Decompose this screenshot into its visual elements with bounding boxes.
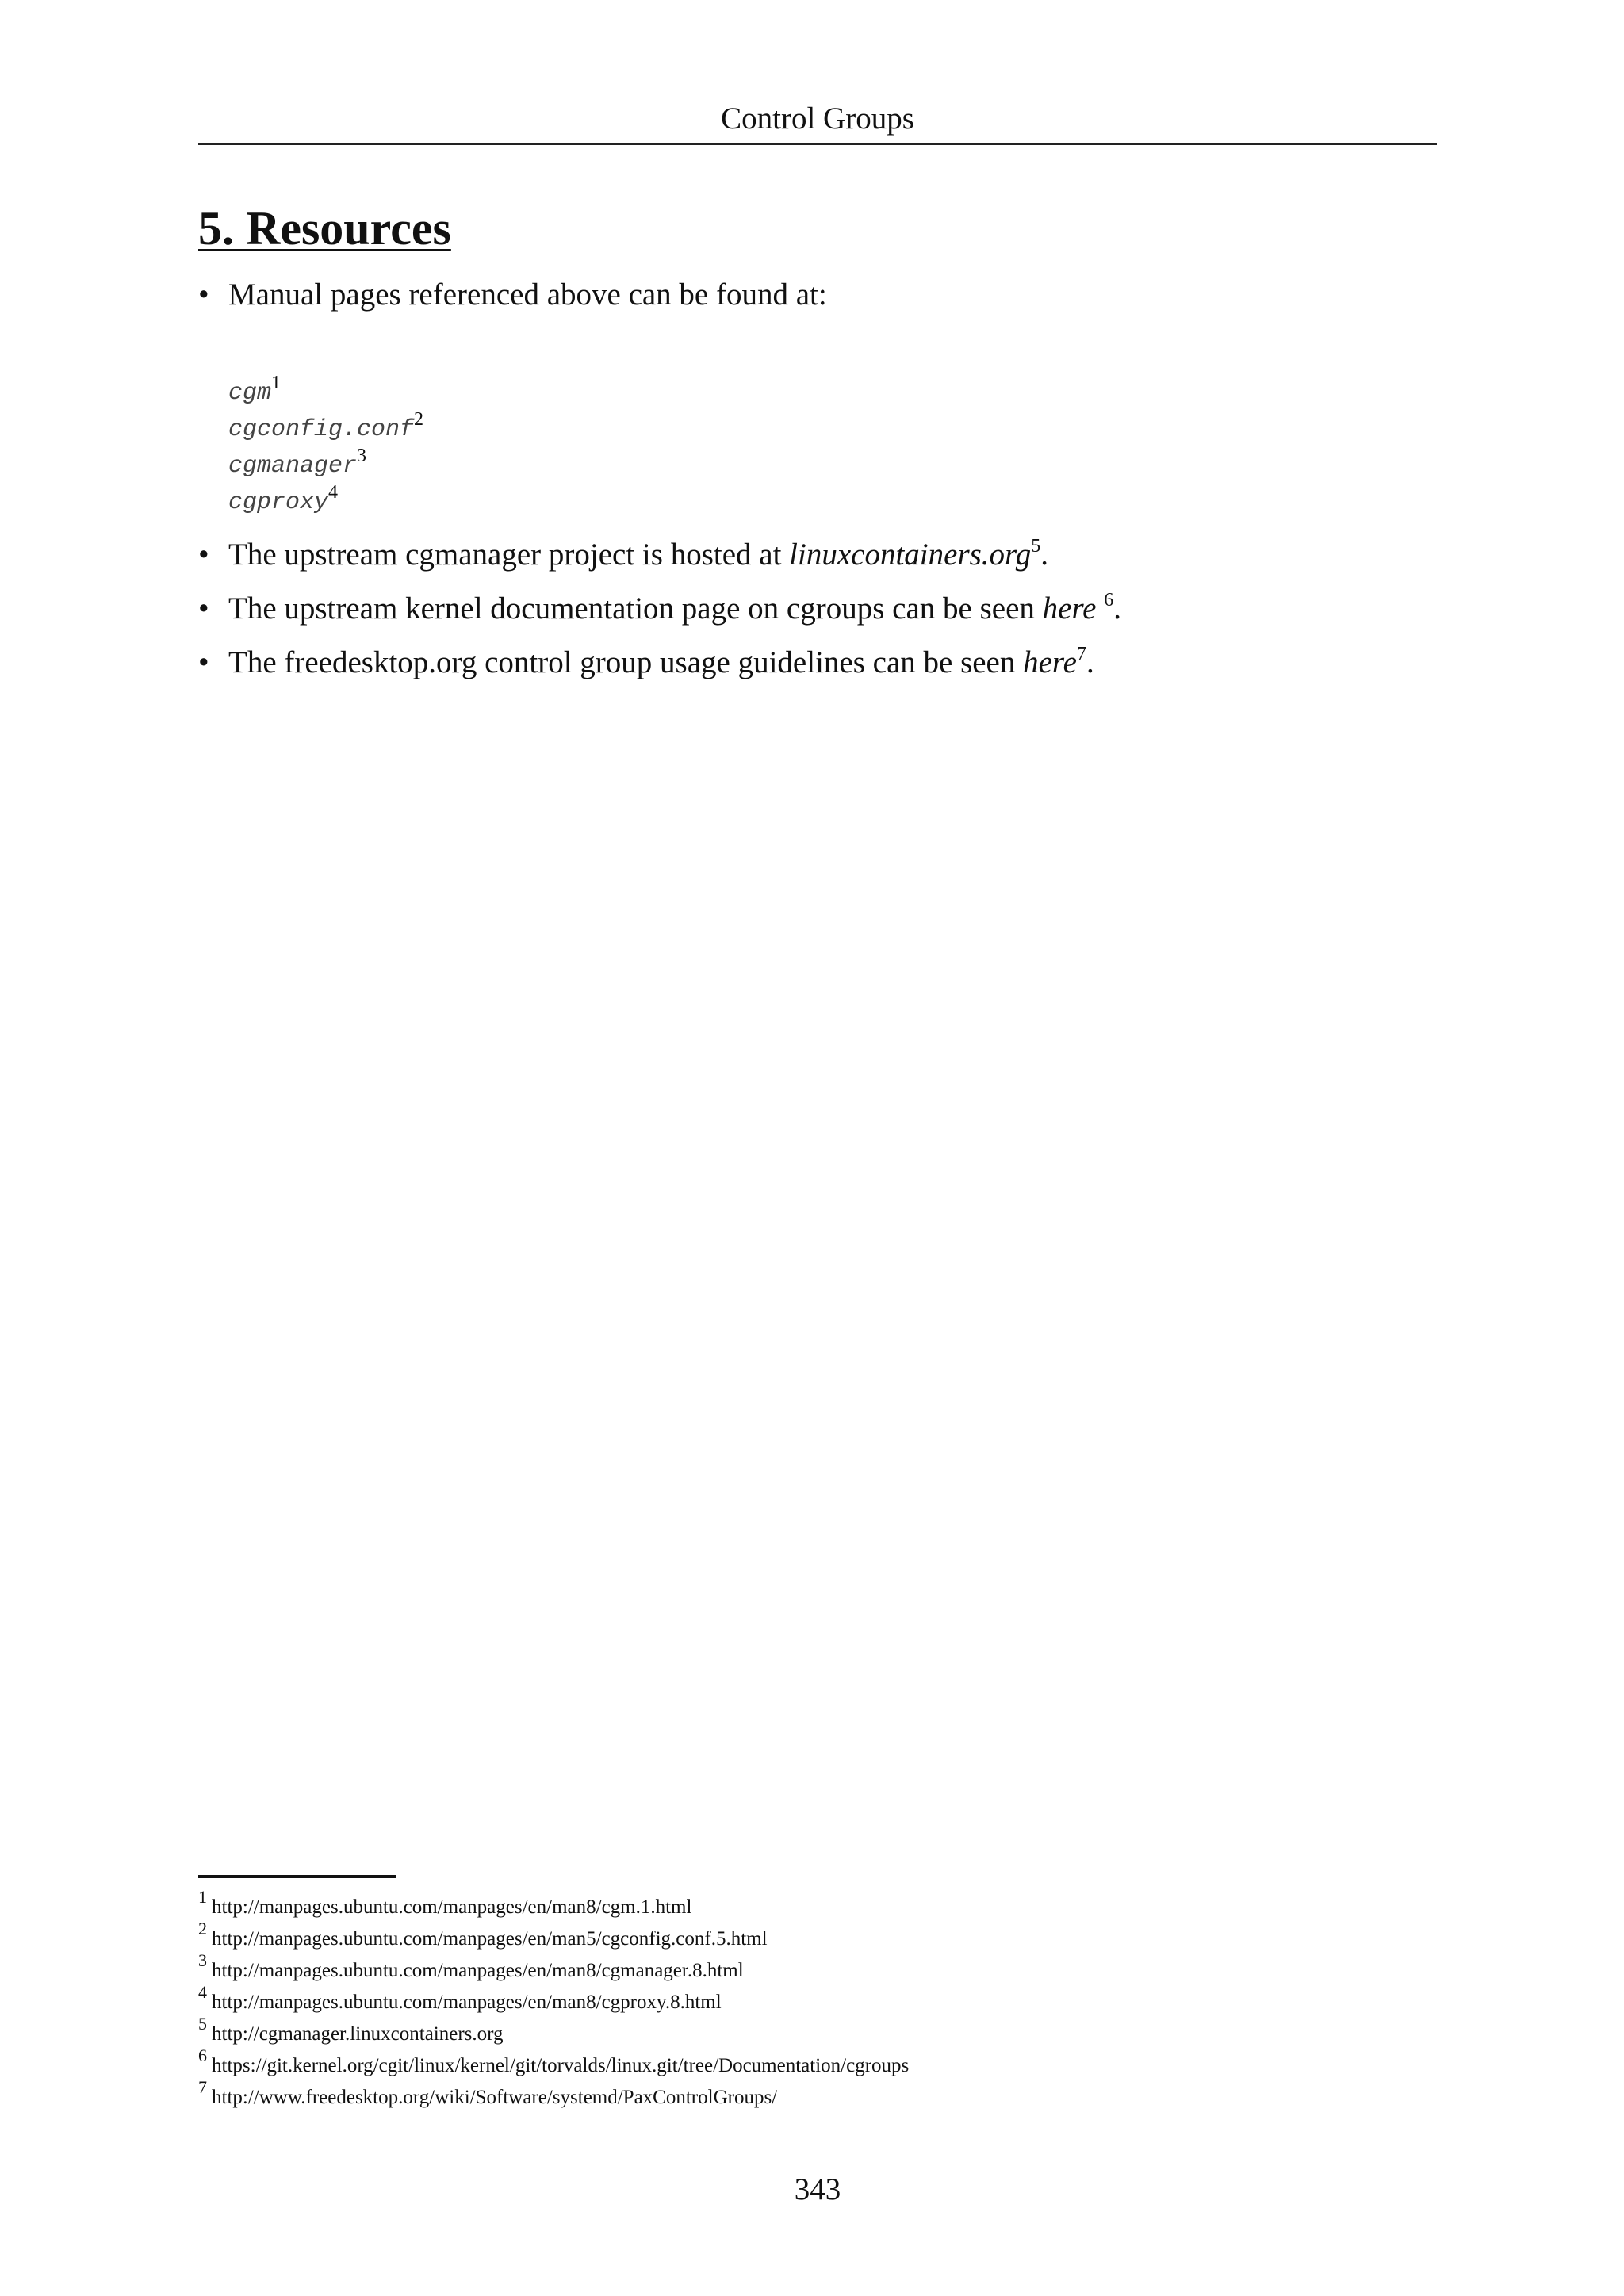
footnote-number: 7 <box>198 2076 207 2097</box>
bullet-upstream-project <box>198 533 1048 577</box>
bullet-kernel-docs <box>198 587 1121 631</box>
footnotes <box>198 1886 910 2114</box>
footnote-url[interactable]: http://manpages.ubuntu.com/manpages/en/man8/cgproxy.8.html <box>212 1992 722 2013</box>
footnote-url[interactable]: http://cgmanager.linuxcontainers.org <box>212 2023 504 2045</box>
footnote-ref: 7 <box>1076 644 1086 664</box>
footnote-number: 4 <box>198 1981 207 2002</box>
footnote-ref: 6 <box>1104 590 1114 610</box>
manpage-name: cgproxy <box>228 489 329 516</box>
footnote-rule <box>198 1875 396 1878</box>
section-title: 5. Resources <box>198 202 451 254</box>
bullet-dot: • <box>198 277 209 312</box>
header-rule <box>198 144 1437 145</box>
footnote-number: 3 <box>198 1950 207 1970</box>
footnote-url[interactable]: http://manpages.ubuntu.com/manpages/en/man8/cgmanager.8.html <box>212 1960 744 1981</box>
link-here-freedesktop[interactable]: here <box>1023 645 1077 679</box>
bullet-text-end: . <box>1086 645 1094 679</box>
footnote-url[interactable]: http://manpages.ubuntu.com/manpages/en/man8/cgm.1.html <box>212 1896 692 1918</box>
footnote-1 <box>198 1886 909 1923</box>
bullet-dot: • <box>198 645 209 679</box>
footnote-7 <box>198 2076 909 2114</box>
footnote-2 <box>198 1918 909 1955</box>
footnote-number: 5 <box>198 2013 207 2034</box>
bullet-text: The freedesktop.org control group usage guidelines can be seen <box>228 645 1024 679</box>
footnote-number: 1 <box>198 1886 207 1907</box>
manpage-list <box>228 375 423 521</box>
footnote-ref: 5 <box>1031 536 1041 557</box>
bullet-freedesktop <box>198 641 1094 685</box>
bullet-text-end: . <box>1040 538 1049 572</box>
bullet-text: Manual pages referenced above can be found at: <box>228 277 827 312</box>
link-linuxcontainers[interactable]: linuxcontainers.org <box>789 538 1032 572</box>
footnote-ref: 1 <box>271 373 282 393</box>
bullet-dot: • <box>198 538 209 572</box>
footnote-3 <box>198 1950 909 1987</box>
bullet-text-end: . <box>1113 591 1121 626</box>
footnote-url[interactable]: https://git.kernel.org/cgit/linux/kernel/git/torvalds/linux.git/tree/Documentation/cgroups <box>212 2055 910 2076</box>
footnote-url[interactable]: http://www.freedesktop.org/wiki/Software/systemd/PaxControlGroups/ <box>212 2087 778 2108</box>
bullet-text: The upstream kernel documentation page on cgroups can be seen <box>228 591 1043 626</box>
manpage-item-cgconfig-conf[interactable] <box>228 411 423 448</box>
manpage-name: cgmanager <box>228 453 358 480</box>
footnote-ref: 4 <box>328 482 339 503</box>
footnote-5 <box>198 2013 909 2050</box>
bullet-text: The upstream cgmanager project is hosted at <box>228 538 790 572</box>
manpage-item-cgmanager[interactable] <box>228 448 423 484</box>
manpage-item-cgproxy[interactable] <box>228 484 423 521</box>
footnote-4 <box>198 1981 909 2019</box>
running-header: Control Groups <box>721 101 914 136</box>
page-number: 343 <box>794 2172 841 2206</box>
manpage-name: cgm <box>228 380 272 407</box>
footnote-url[interactable]: http://manpages.ubuntu.com/manpages/en/man5/cgconfig.conf.5.html <box>212 1928 768 1950</box>
bullet-manual-pages <box>198 273 827 317</box>
manpage-item-cgm[interactable] <box>228 375 423 411</box>
footnote-number: 6 <box>198 2045 207 2065</box>
footnote-ref: 3 <box>357 446 367 466</box>
manpage-name: cgconfig.conf <box>228 416 415 443</box>
footnote-number: 2 <box>198 1918 207 1938</box>
bullet-dot: • <box>198 591 209 626</box>
footnote-6 <box>198 2045 910 2082</box>
footnote-ref: 2 <box>414 409 424 430</box>
link-here-kernel[interactable]: here <box>1042 591 1105 626</box>
